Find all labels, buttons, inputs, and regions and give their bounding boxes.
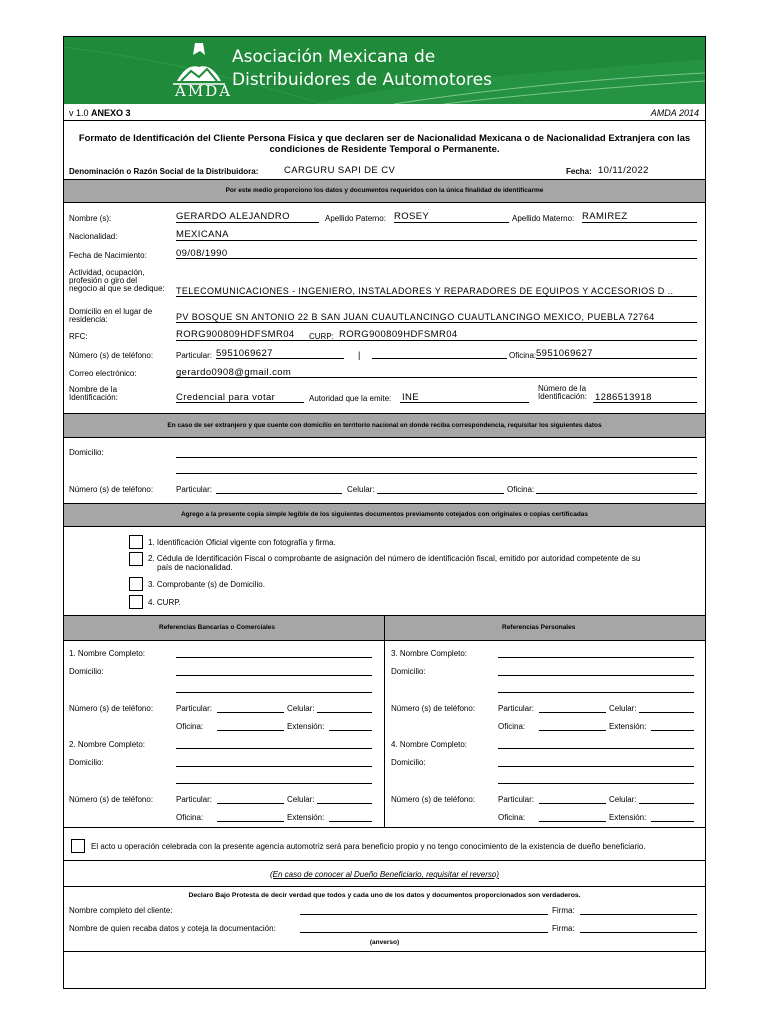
doc1-label: 1. Identificación Oficial vigente con fotografía y firma.: [148, 538, 336, 547]
form-frame: [63, 36, 706, 989]
nombre-label: Nombre (s):: [69, 214, 112, 223]
ref2-domicilio-label: Domicilio:: [69, 758, 104, 767]
num-ident-value: 1286513918: [595, 392, 652, 403]
ref4-particular-label: Particular:: [498, 795, 535, 804]
ref1-oficina-label: Oficina:: [176, 722, 204, 731]
doc4-label: 4. CURP.: [148, 598, 181, 607]
ref1-tel-label: Número (s) de teléfono:: [69, 704, 154, 713]
fill-line[interactable]: [317, 803, 372, 804]
ap-paterno-label: Apellido Paterno:: [325, 214, 386, 223]
year-label: AMDA 2014: [650, 108, 699, 118]
personal-refs-header: Referencias Personales: [502, 624, 576, 631]
nacionalidad-label: Nacionalidad:: [69, 232, 118, 241]
reverse-note: (anverso): [369, 939, 400, 946]
num-ident-label: Número de la Identificación:: [538, 384, 587, 401]
foreign-domicilio-label: Domicilio:: [69, 448, 104, 457]
doc2-checkbox[interactable]: [129, 552, 143, 566]
curp-label: CURP:: [309, 332, 334, 341]
logo-text: AMDA: [175, 82, 233, 100]
ident-label: Nombre de la Identificación:: [69, 385, 118, 402]
foreign-particular-label: Particular:: [176, 485, 213, 494]
client-name-label: Nombre completo del cliente:: [69, 906, 173, 915]
fill-line[interactable]: [498, 692, 694, 693]
distributor-value: CARGURU SAPI DE CV: [284, 165, 396, 176]
refs-divider: [384, 615, 385, 827]
actividad-label: Actividad, ocupación, profesión o giro del negocio al que se dedique:: [69, 268, 165, 293]
ref1-domicilio-label: Domicilio:: [69, 667, 104, 676]
fill-line[interactable]: [651, 821, 694, 822]
rfc-value: RORG900809HDFSMR04: [176, 329, 295, 340]
autoridad-label: Autoridad que la emite:: [309, 394, 392, 403]
section1-band: Por este medio proporciono los datos y documentos requeridos con la única finalidad de identificarme: [64, 179, 705, 203]
fill-line[interactable]: [639, 712, 694, 713]
date-label: Fecha:: [566, 167, 592, 176]
fill-line[interactable]: [329, 821, 372, 822]
nombre-value: GERARDO ALEJANDRO: [176, 211, 290, 222]
ref4-extension-label: Extensión:: [609, 813, 647, 822]
collector-label: Nombre de quien recaba datos y coteja la documentación:: [69, 924, 276, 933]
fecha-nac-label: Fecha de Nacimiento:: [69, 251, 147, 260]
org-name: Asociación Mexicana de Distribuidores de Automotores: [232, 47, 492, 90]
beneficiary-checkbox[interactable]: [71, 839, 85, 853]
doc2-label: 2. Cédula de Identificación Fiscal o comprobante de asignación del número de identificación fiscal, emitido por autoridad competente de su: [148, 554, 641, 563]
ap-materno-value: RAMIREZ: [582, 211, 628, 222]
fill-line[interactable]: [539, 730, 606, 731]
version: v 1.0 ANEXO 3: [69, 108, 131, 118]
actividad-value: TELECOMUNICACIONES - INGENIERO, INSTALADORES Y REPARADORES DE EQUIPOS Y ACCESORIOS D ..: [176, 286, 674, 296]
nacionalidad-value: MEXICANA: [176, 229, 229, 240]
ref3-extension-label: Extensión:: [609, 722, 647, 731]
fill-line[interactable]: [498, 783, 694, 784]
ap-materno-label: Apellido Materno:: [512, 214, 575, 223]
ref3-particular-label: Particular:: [498, 704, 535, 713]
doc2-label-cont: país de nacionalidad.: [157, 563, 233, 572]
ref4-name-label: 4. Nombre Completo:: [391, 740, 468, 749]
fill-line[interactable]: [539, 712, 606, 713]
domicilio-value: PV BOSQUE SN ANTONIO 22 B SAN JUAN CUAUTLANCINGO CUAUTLANCINGO MEXICO, PUEBLA 72764: [176, 312, 655, 322]
beneficiary-note[interactable]: (En caso de conocer al Dueño Beneficiario, requisitar el reverso): [269, 870, 499, 879]
ref1-celular-label: Celular:: [287, 704, 315, 713]
ref2-oficina-label: Oficina:: [176, 813, 204, 822]
fill-line[interactable]: [498, 766, 694, 767]
foreign-oficina-label: Oficina:: [507, 485, 535, 494]
declaration-text: Declaro Bajo Protesta de decir verdad que todos y cada uno de los datos y documentos proporcionados son verdaderos.: [188, 892, 581, 899]
fill-line[interactable]: [539, 803, 606, 804]
ref4-celular-label: Celular:: [609, 795, 637, 804]
fill-line[interactable]: [176, 748, 372, 749]
header-banner: [64, 37, 705, 104]
particular-label: Particular:: [176, 351, 213, 360]
fill-line[interactable]: [176, 675, 372, 676]
amda-logo: [169, 41, 233, 104]
fecha-nac-value: 09/08/1990: [176, 248, 228, 259]
fill-line[interactable]: [498, 748, 694, 749]
fill-line[interactable]: [329, 730, 372, 731]
fill-line[interactable]: [639, 803, 694, 804]
fill-line[interactable]: [498, 675, 694, 676]
ref4-domicilio-label: Domicilio:: [391, 758, 426, 767]
fill-line[interactable]: [217, 821, 284, 822]
fill-line[interactable]: [176, 657, 372, 658]
rfc-label: RFC:: [69, 332, 88, 341]
section3-band: Agrego a la presente copia simple legible de los siguientes documentos previamente cotejados con originales o copias certificadas: [64, 503, 705, 527]
ident-value: Credencial para votar: [176, 392, 276, 403]
particular-value: 5951069627: [216, 348, 273, 359]
ref2-particular-label: Particular:: [176, 795, 213, 804]
ref2-tel-label: Número (s) de teléfono:: [69, 795, 154, 804]
autoridad-value: INE: [402, 392, 420, 403]
fill-line[interactable]: [176, 783, 372, 784]
ref3-celular-label: Celular:: [609, 704, 637, 713]
bank-refs-header: Referencias Bancarias o Comerciales: [159, 624, 275, 631]
date-value: 10/11/2022: [598, 165, 649, 176]
curp-value: RORG900809HDFSMR04: [339, 329, 458, 340]
fill-line[interactable]: [498, 657, 694, 658]
fill-line[interactable]: [539, 821, 606, 822]
ref4-oficina-label: Oficina:: [498, 813, 526, 822]
fill-line[interactable]: [217, 803, 284, 804]
foreign-celular-label: Celular:: [347, 485, 375, 494]
beneficiary-statement: El acto u operación celebrada con la presente agencia automotriz será para beneficio propio y no tengo conocimiento de la existencia de dueño beneficiario.: [91, 842, 646, 851]
ref3-tel-label: Número (s) de teléfono:: [391, 704, 476, 713]
doc3-label: 3. Comprobante (s) de Domicilio.: [148, 580, 265, 589]
fill-line[interactable]: [176, 766, 372, 767]
ref3-name-label: 3. Nombre Completo:: [391, 649, 468, 658]
correo-label: Correo electrónico:: [69, 369, 137, 378]
ref1-extension-label: Extensión:: [287, 722, 325, 731]
fill-line[interactable]: [217, 730, 284, 731]
fill-line[interactable]: [317, 712, 372, 713]
fill-line[interactable]: [217, 712, 284, 713]
form-title: Formato de Identificación del Cliente Persona Física y que declaren ser de Nacionalidad Mexicana o de Nacionalidad Extranjera con las condiciones de Residente Temporal o Permanente.: [78, 133, 691, 155]
domicilio-label: Domicilio en el lugar de residencia:: [69, 307, 153, 324]
tel-separator: |: [358, 350, 361, 360]
ref2-name-label: 2. Nombre Completo:: [69, 740, 146, 749]
ref4-tel-label: Número (s) de teléfono:: [391, 795, 476, 804]
tel-label: Número (s) de teléfono:: [69, 351, 154, 360]
client-firma-label: Firma:: [552, 906, 575, 915]
correo-value: gerardo0908@gmail.com: [176, 367, 292, 378]
ref2-extension-label: Extensión:: [287, 813, 325, 822]
collector-firma-label: Firma:: [552, 924, 575, 933]
foreign-tel-label: Número (s) de teléfono:: [69, 485, 154, 494]
doc4-checkbox[interactable]: [129, 595, 143, 609]
oficina-value: 5951069627: [536, 348, 593, 359]
doc3-checkbox[interactable]: [129, 577, 143, 591]
fill-line[interactable]: [651, 730, 694, 731]
ap-paterno-value: ROSEY: [394, 211, 430, 222]
doc1-checkbox[interactable]: [129, 535, 143, 549]
fill-line[interactable]: [176, 692, 372, 693]
section2-band: En caso de ser extranjero y que cuente con domicilio en territorio nacional en donde reciba correspondencia, requisitar los siguientes datos: [64, 413, 705, 438]
ref1-name-label: 1. Nombre Completo:: [69, 649, 146, 658]
oficina-label: Oficina:: [509, 351, 537, 360]
ref1-particular-label: Particular:: [176, 704, 213, 713]
ref3-domicilio-label: Domicilio:: [391, 667, 426, 676]
ref3-oficina-label: Oficina:: [498, 722, 526, 731]
ref2-celular-label: Celular:: [287, 795, 315, 804]
distributor-label: Denominación o Razón Social de la Distribuidora:: [69, 167, 259, 176]
